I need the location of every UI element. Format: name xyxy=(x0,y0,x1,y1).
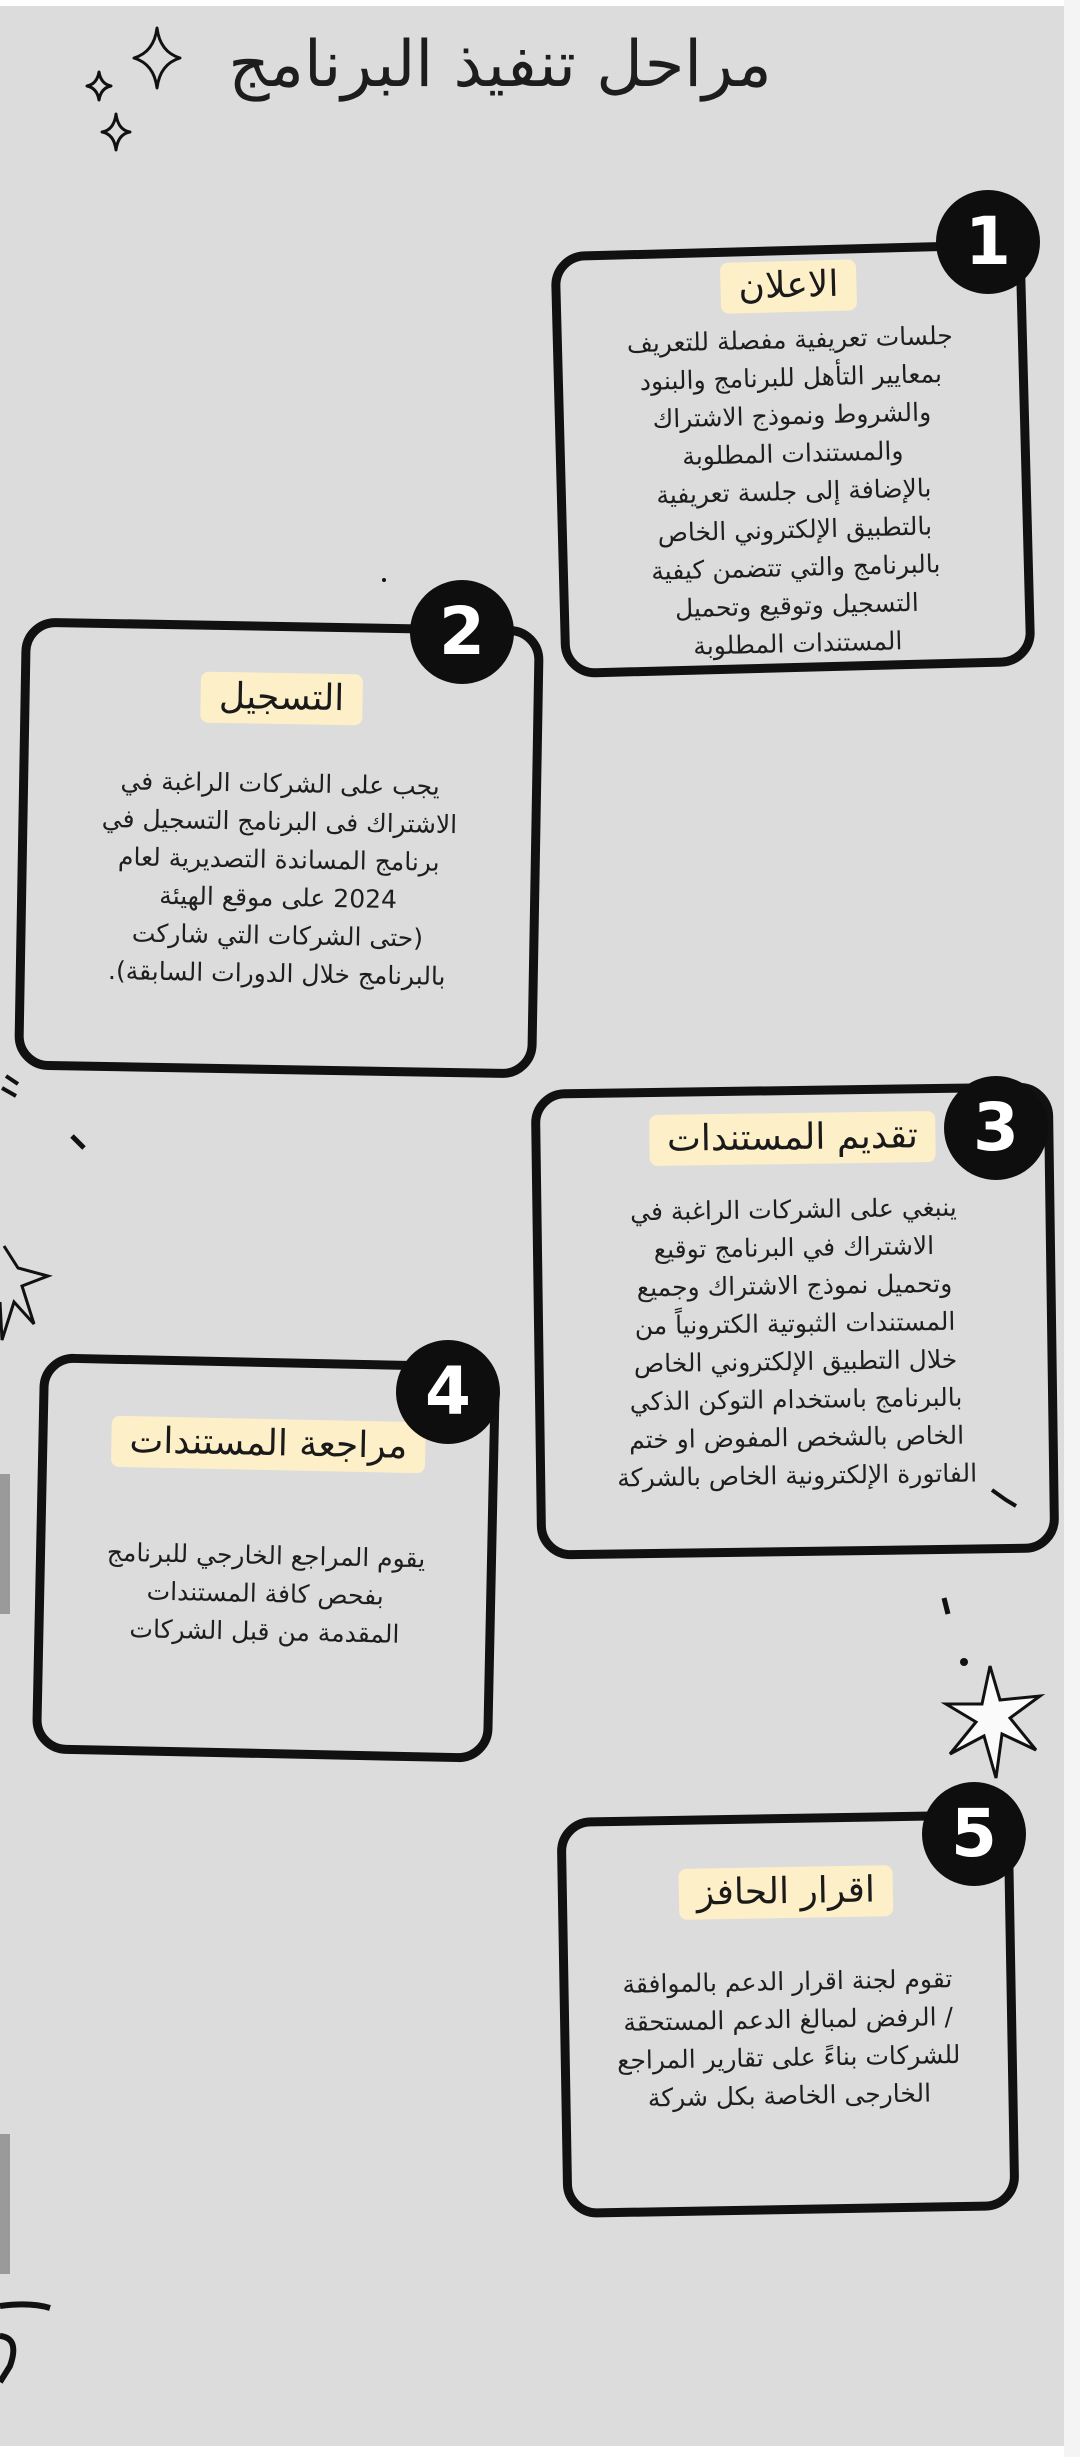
sparkle-icon xyxy=(87,72,111,100)
step-number-badge: 5 xyxy=(922,1782,1026,1886)
step-number-badge: 2 xyxy=(410,580,514,684)
step-card-1 xyxy=(551,240,1036,678)
sparkle-icon xyxy=(134,28,180,88)
starburst-icon xyxy=(946,1666,1040,1778)
step-number-badge: 3 xyxy=(944,1076,1048,1180)
page-margin xyxy=(1064,0,1080,2457)
edge-tab xyxy=(0,2134,10,2274)
step-number-badge: 4 xyxy=(396,1340,500,1444)
step-heading: الاعلان xyxy=(720,259,857,314)
step-description: يجب على الشركات الراغبة في الاشتراك فى البرنامج التسجيل في برنامج المساندة التصديرية لعام 2024 على موقع الهيئة (حتى الشركات التي شاركت بالبرنامج خلال الدورات السابقة). xyxy=(101,766,458,991)
starburst-icon xyxy=(0,1246,48,1340)
sparkle-icon xyxy=(102,114,130,150)
infographic-page xyxy=(0,6,1064,2446)
step-heading: اقرار الحافز xyxy=(678,1865,893,1920)
step-description: ينبغي على الشركات الراغبة في الاشتراك في البرنامج توقيع وتحميل نموذج الاشتراك وجميع المستندات الثبوتية الكترونياً من خلال التطبيق الإلكتروني الخاص بالبرنامج باستخدام التوكن الذكي الخاص بالشخص المفوض او ختم الفاتورة الإلكترونية الخاص بالشركة xyxy=(617,1192,978,1493)
step-heading: مراجعة المستندات xyxy=(111,1416,426,1474)
step-number-badge: 1 xyxy=(936,190,1040,294)
step-card-2 xyxy=(14,617,544,1078)
page-title: مراحل تنفيذ البرنامج xyxy=(228,28,772,102)
step-description: جلسات تعريفية مفصلة للتعريف بمعايير التأهل للبرنامج والبنود والشروط ونموذج الاشتراك والمستندات المطلوبة بالإضافة إلى جلسة تعريفية بالتطبيق الإلكتروني الخاص بالبرنامج والتي تتضمن كيفية التسجيل وتوقيع وتحميل المستندات المطلوبة xyxy=(626,320,954,661)
edge-tab xyxy=(0,1474,10,1614)
step-heading: تقديم المستندات xyxy=(649,1111,937,1166)
step-description: تقوم لجنة اقرار الدعم بالموافقة / الرفض لمبالغ الدعم المستحقة للشركات بناءً على تقارير المراجع الخارجى الخاصة بكل شركة xyxy=(616,1964,961,2113)
step-description: يقوم المراجع الخارجي للبرنامج بفحص كافة المستندات المقدمة من قبل الشركات xyxy=(106,1537,426,1649)
step-heading: التسجيل xyxy=(201,672,363,726)
